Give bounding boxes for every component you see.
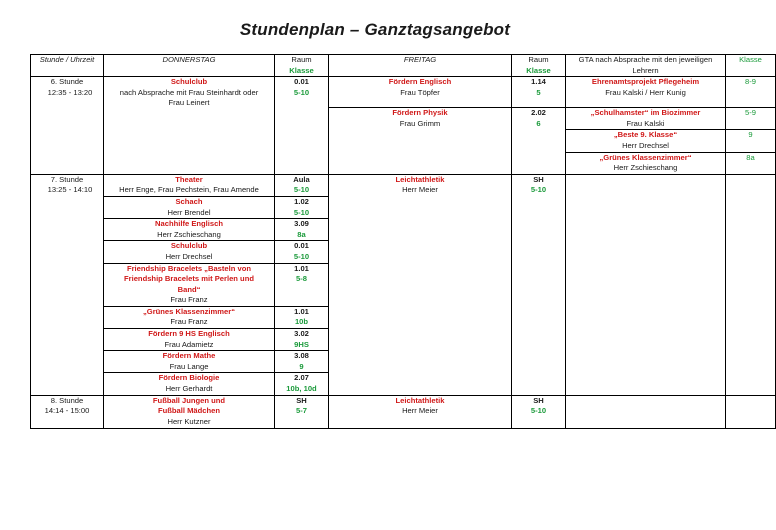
- course-name: Friendship Bracelets mit Perlen und: [124, 274, 254, 284]
- period8-gta-klasse: [726, 395, 776, 428]
- period-time: 13:25 - 14:10: [47, 185, 93, 195]
- klasse: 5-10: [530, 185, 547, 195]
- course-teacher: Herr Zschieschang: [613, 163, 678, 173]
- period-label: 8. Stunde: [50, 395, 84, 405]
- course-teacher: nach Absprache mit Frau Steinhardt oder: [119, 87, 259, 97]
- header-raum-label: Raum: [291, 55, 312, 64]
- period7-freitag-room: [512, 174, 566, 395]
- period6-gta-cell-4: [566, 152, 726, 174]
- period7-donnerstag-room-6: [275, 306, 329, 328]
- period7-donnerstag-cell-3: [104, 219, 275, 241]
- period8-row: [31, 395, 776, 428]
- klasse: 5: [536, 87, 541, 97]
- period6-time-cell: [31, 77, 104, 175]
- period7-gta-cell: [566, 174, 726, 395]
- period8-gta-cell: [566, 395, 726, 428]
- course-name: Fördern Physik: [392, 108, 448, 118]
- klasse: 5-10: [293, 185, 310, 195]
- period7-row-1: [31, 174, 776, 196]
- klasse: 5-10: [293, 207, 310, 217]
- room: Aula: [293, 174, 310, 184]
- course-teacher: Herr Zschieschang: [157, 229, 221, 239]
- klasse: 9HS: [294, 339, 309, 349]
- header-row: [31, 55, 776, 77]
- klasse: 8a: [297, 229, 306, 239]
- room: 2.07: [294, 373, 309, 383]
- header-klasse-label: Klasse: [526, 65, 551, 75]
- header-klasse: Klasse: [726, 55, 776, 77]
- period7-donnerstag-cell-5: [104, 263, 275, 306]
- course-teacher: Frau Franz: [170, 317, 208, 327]
- period8-donnerstag-cell: [104, 395, 275, 428]
- course-teacher: Frau Grimm: [399, 118, 441, 128]
- period7-donnerstag-room-1: [275, 174, 329, 196]
- period-time: 14:14 - 15:00: [44, 406, 90, 416]
- klasse: 5-10: [530, 406, 547, 416]
- course-teacher: Frau Adamietz: [164, 339, 214, 349]
- course-teacher: Herr Kutzner: [167, 416, 211, 426]
- klasse: 5-8: [296, 274, 307, 284]
- period6-row-1: [31, 77, 776, 108]
- course-teacher: Herr Gerhardt: [165, 384, 213, 394]
- klasse: 5-10: [293, 87, 310, 97]
- period7-donnerstag-room-4: [275, 241, 329, 263]
- timetable: [30, 54, 776, 429]
- room: 2.02: [531, 108, 546, 118]
- period6-freitag-cell-1: [329, 77, 512, 108]
- period6-freitag-room-1: [512, 77, 566, 108]
- period7-donnerstag-room-8: [275, 351, 329, 373]
- course-name: Nachhilfe Englisch: [155, 219, 223, 229]
- period6-freitag-cell-2: [329, 108, 512, 175]
- klasse: 10b: [294, 317, 309, 327]
- course-teacher: Frau Töpfer: [400, 87, 440, 97]
- header-raum-freitag: [512, 55, 566, 77]
- room: SH: [533, 174, 544, 184]
- course-name: Ehrenamtsprojekt Pflegeheim: [591, 77, 700, 87]
- period6-freitag-room-2: [512, 108, 566, 175]
- period8-donnerstag-room: [275, 395, 329, 428]
- course-name: „Schulhamster“ im Biozimmer: [590, 108, 701, 118]
- room: SH: [296, 395, 307, 405]
- period7-donnerstag-cell-8: [104, 351, 275, 373]
- course-teacher: Herr Meier: [402, 406, 438, 416]
- course-name: Schach: [175, 196, 203, 206]
- period7-donnerstag-cell-1: [104, 174, 275, 196]
- klasse: 9: [299, 361, 304, 371]
- period7-donnerstag-room-7: [275, 329, 329, 351]
- room: 1.02: [294, 196, 309, 206]
- course-teacher: Herr Meier: [402, 185, 438, 195]
- course-teacher: Herr Drechsel: [622, 140, 669, 150]
- course-name: Fördern Mathe: [162, 351, 216, 361]
- period6-gta-cell-2: [566, 108, 726, 130]
- room: SH: [533, 395, 544, 405]
- period8-freitag-cell: [329, 395, 512, 428]
- period7-donnerstag-cell-7: [104, 329, 275, 351]
- period6-gta-klasse-1: 8-9: [726, 77, 776, 108]
- course-teacher: Frau Leinert: [168, 98, 210, 108]
- period-label: 6. Stunde: [50, 77, 84, 87]
- period-label: 7. Stunde: [50, 174, 84, 184]
- klasse: 5-7: [296, 406, 307, 416]
- period7-donnerstag-room-3: [275, 219, 329, 241]
- course-teacher: Herr Enge, Frau Pechstein, Frau Amende: [119, 185, 259, 195]
- period6-gta-klasse-3: 9: [726, 130, 776, 152]
- period6-donnerstag-cell: [104, 77, 275, 175]
- room: 3.08: [294, 351, 309, 361]
- period7-time-cell: [31, 174, 104, 395]
- period6-gta-cell-3: [566, 130, 726, 152]
- room: 3.09: [294, 219, 309, 229]
- klasse: 10b, 10d: [286, 384, 317, 394]
- course-name: Fußball Mädchen: [157, 406, 221, 416]
- period-time: 12:35 - 13:20: [47, 87, 93, 97]
- period7-freitag-cell: [329, 174, 512, 395]
- course-teacher: Herr Brendel: [167, 207, 211, 217]
- course-teacher: Frau Kalski / Herr Kunig: [605, 87, 686, 97]
- klasse: 6: [536, 118, 541, 128]
- header-raum-label: Raum: [528, 55, 549, 64]
- course-name: „Grünes Klassenzimmer“: [599, 152, 692, 162]
- course-name: Leichtathletik: [395, 174, 445, 184]
- room: 1.14: [531, 77, 546, 87]
- course-name: Friendship Bracelets „Basteln von: [126, 263, 252, 273]
- period7-donnerstag-room-9: [275, 373, 329, 395]
- course-name: Leichtathletik: [395, 395, 445, 405]
- period7-donnerstag-room-2: [275, 196, 329, 218]
- course-name: Band“: [177, 284, 201, 294]
- header-freitag: FREITAG: [329, 55, 512, 77]
- course-name: Fördern Biologie: [158, 373, 220, 383]
- course-name: Fördern 9 HS Englisch: [148, 329, 230, 339]
- course-name: Schulclub: [170, 241, 208, 251]
- period7-gta-klasse: [726, 174, 776, 395]
- period8-freitag-room: [512, 395, 566, 428]
- period7-donnerstag-cell-4: [104, 241, 275, 263]
- period7-donnerstag-cell-9: [104, 373, 275, 395]
- period6-donnerstag-room: [275, 77, 329, 175]
- period7-donnerstag-cell-6: [104, 306, 275, 328]
- course-teacher: Herr Drechsel: [165, 251, 213, 261]
- period7-donnerstag-room-5: [275, 263, 329, 306]
- header-donnerstag: DONNERSTAG: [104, 55, 275, 77]
- room: 0.01: [294, 77, 309, 87]
- klasse: 5-10: [293, 251, 310, 261]
- course-name: Fördern Englisch: [388, 77, 452, 87]
- period8-time-cell: [31, 395, 104, 428]
- room: 1.01: [294, 263, 309, 273]
- period6-gta-cell-1: [566, 77, 726, 108]
- period7-donnerstag-cell-2: [104, 196, 275, 218]
- room: 3.02: [294, 329, 309, 339]
- course-teacher: Frau Lange: [169, 361, 209, 371]
- course-name: Schulclub: [170, 77, 208, 87]
- course-name: Fußball Jungen und: [152, 395, 226, 405]
- course-name: „Beste 9. Klasse“: [613, 130, 678, 140]
- header-raum-donnerstag: [275, 55, 329, 77]
- header-stunde: Stunde / Uhrzeit: [31, 55, 104, 77]
- page-title: Stundenplan – Ganztagsangebot: [239, 20, 511, 39]
- header-gta: GTA nach Absprache mit den jeweiligen Lehrern: [566, 55, 726, 77]
- course-name: Theater: [175, 174, 203, 184]
- room: 0.01: [294, 241, 309, 251]
- course-teacher: Frau Franz: [170, 295, 208, 305]
- header-klasse-label: Klasse: [289, 65, 314, 75]
- course-teacher: Frau Kalski: [626, 118, 665, 128]
- period6-gta-klasse-4: 8a: [726, 152, 776, 174]
- room: 1.01: [294, 306, 309, 316]
- course-name: „Grünes Klassenzimmer“: [142, 306, 235, 316]
- period6-gta-klasse-2: 5-9: [726, 108, 776, 130]
